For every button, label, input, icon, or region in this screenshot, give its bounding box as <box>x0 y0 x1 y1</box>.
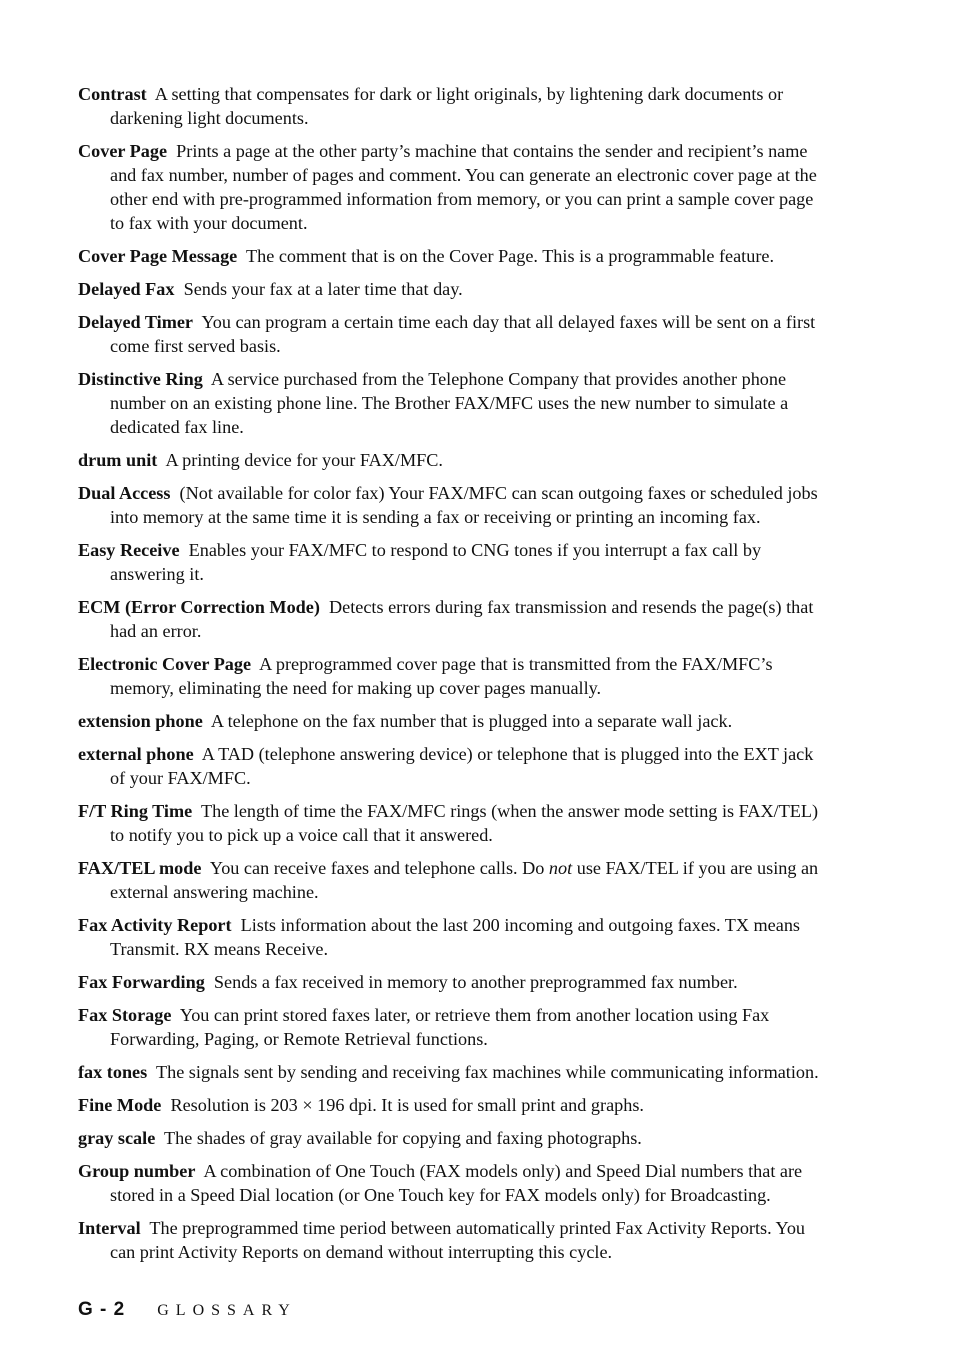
glossary-entry <box>78 742 830 790</box>
glossary-definition: You can program a certain time each day that all delayed faxes will be sent on a first come first served basis. <box>110 312 816 356</box>
glossary-definition: A combination of One Touch (FAX models only) and Speed Dial numbers that are stored in a Speed Dial location (or One Touch key for FAX models only) for Broadcasting. <box>110 1161 803 1205</box>
glossary-term: ECM (Error Correction Mode) <box>78 597 320 617</box>
glossary-term: extension phone <box>78 711 203 731</box>
glossary-definition: The shades of gray available for copying and faxing photographs. <box>164 1128 642 1148</box>
glossary-definition: The signals sent by sending and receiving fax machines while communicating information. <box>155 1062 819 1082</box>
page-footer <box>78 1299 297 1323</box>
glossary-entry <box>78 799 830 847</box>
glossary-term: Delayed Fax <box>78 279 175 299</box>
glossary-definition: Sends your fax at a later time that day. <box>183 279 463 299</box>
glossary-definition: A service purchased from the Telephone Company that provides another phone number on an existing phone line. The Brother FAX/MFC uses the new number to simulate a dedicated fax line. <box>110 369 789 437</box>
glossary-entry <box>78 481 830 529</box>
glossary-term: Interval <box>78 1218 141 1238</box>
glossary-definition: Sends a fax received in memory to another preprogrammed fax number. <box>213 972 738 992</box>
glossary-term: gray scale <box>78 1128 156 1148</box>
glossary-definition: The length of time the FAX/MFC rings (when the answer mode setting is FAX/TEL) to notify you to pick up a voice call that it answered. <box>110 801 819 845</box>
glossary-entry <box>78 277 830 301</box>
glossary-term: Dual Access <box>78 483 171 503</box>
glossary-entry <box>78 652 830 700</box>
glossary-entry <box>78 913 830 961</box>
glossary-definition: A preprogrammed cover page that is transmitted from the FAX/MFC’s memory, eliminating the need for making up cover pages manually. <box>110 654 773 698</box>
glossary-term: Contrast <box>78 84 147 104</box>
glossary-term: drum unit <box>78 450 158 470</box>
glossary-definition: Enables your FAX/MFC to respond to CNG tones if you interrupt a fax call by answering it. <box>110 540 762 584</box>
glossary-term: Electronic Cover Page <box>78 654 252 674</box>
glossary-entry <box>78 310 830 358</box>
glossary-definition: Lists information about the last 200 incoming and outgoing faxes. TX means Transmit. RX means Receive. <box>110 915 800 959</box>
glossary-definition: The preprogrammed time period between automatically printed Fax Activity Reports. You can print Activity Reports on demand without interrupting this cycle. <box>110 1218 806 1262</box>
glossary-term: Fax Storage <box>78 1005 172 1025</box>
glossary-definition: You can receive faxes and telephone calls. Do <box>209 858 549 878</box>
glossary-term: Cover Page Message <box>78 246 238 266</box>
glossary-entry <box>78 709 830 733</box>
glossary-entry <box>78 970 830 994</box>
glossary-page <box>78 82 830 1273</box>
glossary-entry <box>78 1060 830 1084</box>
glossary-definition: A telephone on the fax number that is plugged into a separate wall jack. <box>210 711 733 731</box>
glossary-entry <box>78 367 830 439</box>
glossary-definition: A TAD (telephone answering device) or telephone that is plugged into the EXT jack of your FAX/MFC. <box>110 744 814 788</box>
glossary-term: Delayed Timer <box>78 312 194 332</box>
glossary-entry <box>78 595 830 643</box>
glossary-entry <box>78 1159 830 1207</box>
glossary-term: Easy Receive <box>78 540 180 560</box>
glossary-entry <box>78 448 830 472</box>
glossary-definition: A setting that compensates for dark or light originals, by lightening dark documents or darkening light documents. <box>110 84 784 128</box>
glossary-term: Distinctive Ring <box>78 369 203 389</box>
glossary-emphasis: not <box>548 858 573 878</box>
glossary-definition: A printing device for your FAX/MFC. <box>165 450 443 470</box>
glossary-entry <box>78 1093 830 1117</box>
glossary-entry <box>78 538 830 586</box>
glossary-definition: You can print stored faxes later, or retrieve them from another location using Fax Forwarding, Paging, or Remote Retrieval functions. <box>110 1005 770 1049</box>
glossary-entry <box>78 139 830 235</box>
glossary-definition: Prints a page at the other party’s machine that contains the sender and recipient’s name and fax number, number of pages and comment. You can generate an electronic cover page at the other end with pre-programmed information from memory, or you can print a sample cover page to fax with your document. <box>110 141 817 233</box>
glossary-definition: Detects errors during fax transmission and resends the page(s) that had an error. <box>110 597 814 641</box>
glossary-entry <box>78 1216 830 1264</box>
glossary-entry <box>78 1126 830 1150</box>
glossary-entry <box>78 1003 830 1051</box>
glossary-term: external phone <box>78 744 194 764</box>
glossary-term: Group number <box>78 1161 196 1181</box>
glossary-entry <box>78 856 830 904</box>
glossary-entry <box>78 82 830 130</box>
glossary-definition: Resolution is 203 × 196 dpi. It is used for small print and graphs. <box>170 1095 644 1115</box>
glossary-term: fax tones <box>78 1062 148 1082</box>
glossary-term: Fax Forwarding <box>78 972 205 992</box>
glossary-term: F/T Ring Time <box>78 801 193 821</box>
page-number: G - 2 <box>78 1299 126 1320</box>
section-title: GLOSSARY <box>157 1302 297 1319</box>
glossary-entry <box>78 244 830 268</box>
glossary-term: Cover Page <box>78 141 168 161</box>
glossary-term: Fax Activity Report <box>78 915 232 935</box>
glossary-term: FAX/TEL mode <box>78 858 202 878</box>
glossary-definition: (Not available for color fax) Your FAX/MFC can scan outgoing faxes or scheduled jobs into memory at the same time it is sending a fax or receiving or printing an incoming fax. <box>110 483 818 527</box>
glossary-term: Fine Mode <box>78 1095 162 1115</box>
glossary-definition: The comment that is on the Cover Page. This is a programmable feature. <box>246 246 774 266</box>
glossary-definition-continued: use FAX/TEL if you are using an external answering machine. <box>110 858 819 902</box>
glossary-list <box>78 82 830 1264</box>
